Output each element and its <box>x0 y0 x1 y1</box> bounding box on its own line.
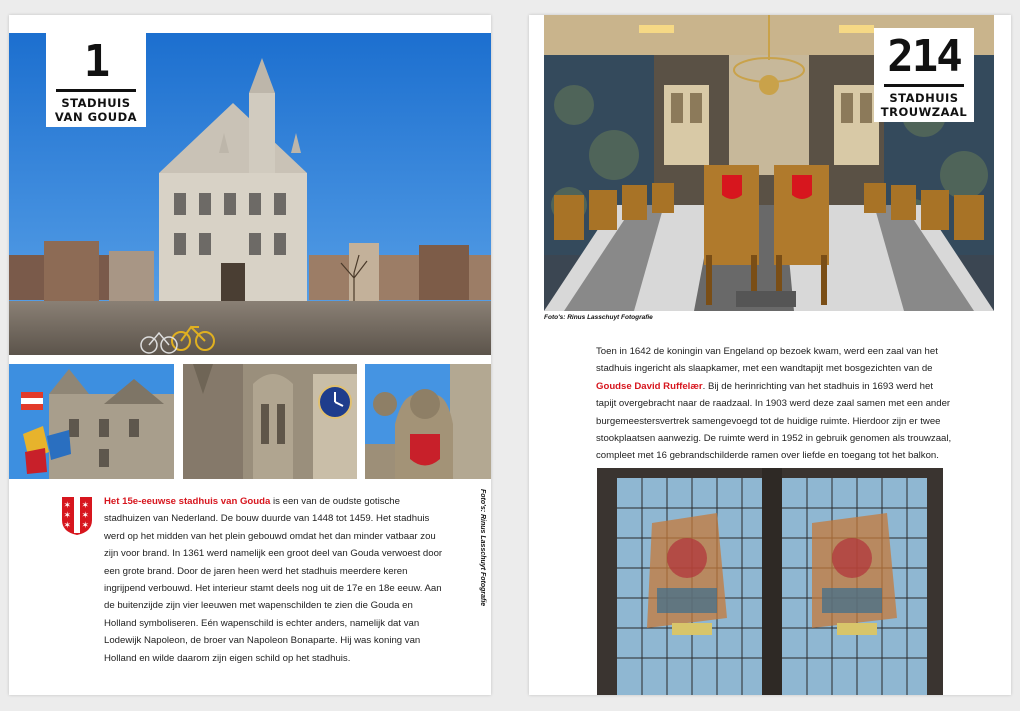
tag-divider <box>56 89 136 92</box>
location-tag <box>46 33 146 127</box>
svg-text:✶: ✶ <box>63 521 72 531</box>
svg-text:✶: ✶ <box>81 521 90 531</box>
photo-credit: Foto's: Rinus Lasschuyt Fotografie <box>544 314 653 321</box>
left-page <box>9 15 491 695</box>
town-hall-description <box>104 493 447 667</box>
location-name-line2: TROUWZAAL <box>880 105 968 119</box>
clock-tower-photo <box>183 364 357 479</box>
photo-credit: Foto's: Rinus Lasschuyt Fotografie <box>479 489 486 607</box>
description-highlight: Goudse David Ruffelær <box>596 380 703 392</box>
location-name-line2: VAN GOUDA <box>54 110 138 124</box>
location-number: 214 <box>887 31 961 82</box>
location-tag <box>874 28 974 122</box>
description-highlight: Het 15e-eeuwse stadhuis van Gouda <box>104 496 271 507</box>
svg-text:✶: ✶ <box>63 501 72 511</box>
lion-statue-photo <box>365 364 491 479</box>
svg-text:✶: ✶ <box>81 511 90 521</box>
description-text-part1: Toen in 1642 de koningin van Engeland op bezoek kwam, werd een zaal van het stadhuis ingericht als slaapkamer, met een wandtapijt met bosgezichten van de <box>596 346 938 375</box>
description-text: is een van de oudste gotische stadhuizen van Nederland. De bouw duurde van 1448 tot 1459. Het stadhuis werd op het midden van het plein gebouwd omdat het dan minder vatbaar zou zijn voor brand. In 1361 werd namelijk een groot deel van Gouda verwoest door een grote brand. Door de jaren heen werd het stadhuis meerdere keren ingrijpend verbouwd. Het interieur stamt deels nog uit de 17e en 18e eeuw. Aan de buitenzijde zijn vier leeuwen met wapenschilden te zien die Gouda en Holland symboliseren. Eén wapenschild is echter anders, namelijk dat van Lodewijk Napoleon, de broer van Napoleon Bonaparte. Hij was koning van Holland en wilde daarom zijn eigen schild op het stadhuis. <box>104 496 443 664</box>
svg-text:✶: ✶ <box>81 501 90 511</box>
wedding-hall-description <box>596 343 954 465</box>
stained-glass-window-photo <box>597 468 943 695</box>
location-number: 1 <box>83 36 109 87</box>
svg-text:✶: ✶ <box>63 511 72 521</box>
gouda-coat-of-arms-icon <box>61 496 93 536</box>
flags-facade-photo <box>9 364 174 479</box>
description-text-part2: . Bij de herinrichting van het stadhuis in 1693 werd het tapijt overgebracht naar de raadzaal. In 1903 werd deze zaal samen met een ander burgemeestersvertrek samengevoegd tot de huidige ruimte. Hierdoor zijn er twee stookplaatsen aanwezig. De ruimte werd in 1952 in gebruik genomen als trouwzaal, compleet met 16 gebrandschilderde ramen over liefde en toegang tot het balkon. <box>596 380 952 462</box>
right-page <box>529 15 1011 695</box>
location-name-line1: STADHUIS <box>61 96 131 110</box>
tag-divider <box>884 84 964 87</box>
location-name-line1: STADHUIS <box>889 91 959 105</box>
